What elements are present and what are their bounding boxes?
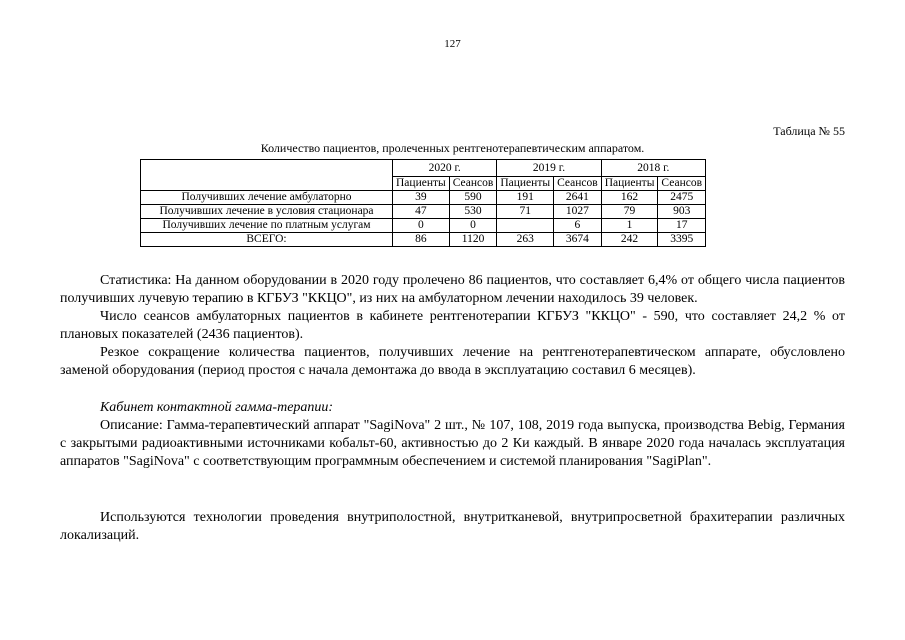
table-cell: 590 — [449, 191, 497, 205]
row-label: Получивших лечение в условия стационара — [141, 205, 393, 219]
row-label: ВСЕГО: — [141, 233, 393, 247]
column-header: Пациенты — [601, 177, 658, 191]
table-caption: Количество пациентов, пролеченных рентгенотерапевтическим аппаратом. — [260, 141, 645, 155]
table-cell: 191 — [497, 191, 554, 205]
technologies-block — [60, 509, 845, 545]
table-cell: 47 — [393, 205, 450, 219]
column-header: Пациенты — [393, 177, 450, 191]
column-header: Сеансов — [554, 177, 602, 191]
gamma-therapy-section — [60, 399, 845, 471]
table-cell: 2641 — [554, 191, 602, 205]
table-cell: 0 — [393, 219, 450, 233]
row-label: Получивших лечение по платным услугам — [141, 219, 393, 233]
table-cell: 6 — [554, 219, 602, 233]
row-label: Получивших лечение амбулаторно — [141, 191, 393, 205]
table-cell: 1120 — [449, 233, 497, 247]
table-cell: 17 — [658, 219, 706, 233]
table-cell: 1027 — [554, 205, 602, 219]
table-row — [141, 219, 706, 233]
year-header: 2019 г. — [497, 160, 601, 177]
table-row — [141, 191, 706, 205]
table-row — [141, 205, 706, 219]
year-header: 2020 г. — [393, 160, 497, 177]
column-header: Сеансов — [658, 177, 706, 191]
table-cell: 263 — [497, 233, 554, 247]
table-cell: 0 — [449, 219, 497, 233]
column-header: Сеансов — [449, 177, 497, 191]
table-cell: 86 — [393, 233, 450, 247]
table-year-header-row — [141, 160, 706, 177]
table-cell: 162 — [601, 191, 658, 205]
table-cell: 242 — [601, 233, 658, 247]
column-header: Пациенты — [497, 177, 554, 191]
statistics-text-block — [60, 272, 845, 380]
table-cell: 2475 — [658, 191, 706, 205]
table-cell: 1 — [601, 219, 658, 233]
paragraph-reduction: Резкое сокращение количества пациентов, получивших лечение на рентгенотерапевтическом аппарате, обусловлено заменой оборудования (период простоя с начала демонтажа до ввода в эксплуатацию составил 6 месяцев). — [60, 345, 845, 378]
table-row-total — [141, 233, 706, 247]
table-cell: 3395 — [658, 233, 706, 247]
table-cell: 39 — [393, 191, 450, 205]
table-cell: 71 — [497, 205, 554, 219]
table-cell: 903 — [658, 205, 706, 219]
section-heading: Кабинет контактной гамма-терапии: — [100, 400, 334, 415]
table-cell: 530 — [449, 205, 497, 219]
table-cell: 3674 — [554, 233, 602, 247]
table-corner-cell — [141, 160, 393, 191]
statistics-table — [140, 159, 706, 247]
paragraph-sessions: Число сеансов амбулаторных пациентов в кабинете рентгенотерапии КГБУЗ "ККЦО" - 590, что составляет 24,2 % от плановых показателей (2436 пациентов). — [60, 309, 845, 342]
year-header: 2018 г. — [601, 160, 705, 177]
table-cell: 79 — [601, 205, 658, 219]
paragraph-description: Описание: Гамма-терапевтический аппарат "SagiNova" 2 шт., № 107, 108, 2019 года выпуска, производства Bebig, Германия с закрытыми радиоактивными источниками кобальт-60, активностью до 2 Ки каждый. В январе 2020 года началась эксплуатация аппаратов "SagiNova" с соответствующим программным обеспечением и системой планирования "SagiPlan". — [60, 418, 845, 469]
table-cell — [497, 219, 554, 233]
paragraph-technologies: Используются технологии проведения внутриполостной, внутритканевой, внутрипросветной брахитерапии различных локализаций. — [60, 510, 845, 543]
table-label: Таблица № 55 — [773, 124, 845, 138]
paragraph-statistics: Статистика: На данном оборудовании в 2020 году пролечено 86 пациентов, что составляет 6,4% от общего числа пациентов получивших лучевую терапию в КГБУЗ "ККЦО", из них на амбулаторном лечении находилось 39 человек. — [60, 273, 845, 306]
page-number: 127 — [444, 38, 461, 50]
